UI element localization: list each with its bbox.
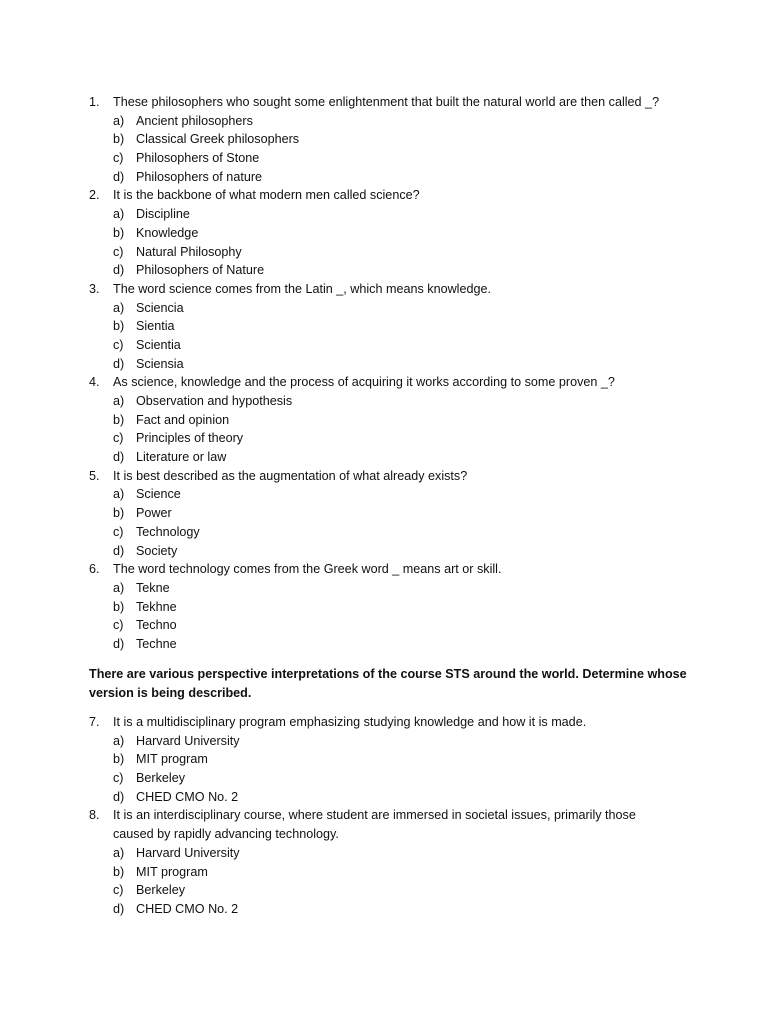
question-number: 8. [89,808,100,823]
question-list-section-one [0,93,768,654]
option-item [0,542,768,561]
option-letter: b) [113,864,125,879]
option-item [0,168,768,187]
option-text: MIT program [136,864,208,879]
question-line [0,806,768,825]
question-line [0,467,768,486]
option-letter: b) [113,132,125,147]
option-item [0,317,768,336]
option-text: Knowledge [136,225,199,240]
option-item [0,863,768,882]
option-text: Literature or law [136,450,227,465]
option-text: Society [136,543,178,558]
option-item [0,504,768,523]
option-text: Philosophers of Stone [136,151,260,166]
option-letter: d) [113,263,125,278]
option-item [0,523,768,542]
option-item [0,112,768,131]
question-text: It is an interdisciplinary course, where student are immersed in societal issues, primarily those [113,808,636,823]
option-text: Discipline [136,207,190,222]
instruction-line: version is being described. [89,685,252,700]
option-letter: a) [113,733,125,748]
question-text-continued: caused by rapidly advancing technology. [113,827,339,842]
option-item [0,881,768,900]
option-item [0,299,768,318]
question-number: 2. [89,188,100,203]
option-item [0,149,768,168]
option-item [0,788,768,807]
option-item [0,429,768,448]
question-number: 1. [89,95,100,109]
question-text: The word science comes from the Latin _, which means knowledge. [113,281,491,296]
option-item [0,844,768,863]
option-text: Harvard University [136,845,240,860]
question-line [0,560,768,579]
option-text: Power [136,506,172,521]
option-item [0,769,768,788]
question-text: It is a multidisciplinary program emphasizing studying knowledge and how it is made. [113,715,587,729]
option-item [0,261,768,280]
option-item [0,732,768,751]
option-letter: b) [113,319,125,334]
option-text: Sientia [136,319,175,334]
option-item [0,616,768,635]
option-letter: a) [113,300,125,315]
question-number: 6. [89,562,100,577]
option-letter: a) [113,845,125,860]
option-letter: a) [113,394,125,408]
option-letter: c) [113,618,124,633]
option-letter: c) [113,431,124,446]
option-text: Techne [136,636,177,651]
option-text: CHED CMO No. 2 [136,789,239,804]
option-letter: a) [113,487,125,502]
option-letter: d) [113,169,125,184]
option-text: Berkeley [136,883,185,898]
option-text: Sciensia [136,356,184,371]
question-item [0,713,768,806]
option-text: Berkeley [136,771,185,786]
question-number: 3. [89,281,100,296]
option-item [0,205,768,224]
option-letter: d) [113,356,125,371]
option-item [0,485,768,504]
question-number: 5. [89,468,100,483]
option-letter: b) [113,506,125,521]
option-text: Tekhne [136,599,177,614]
option-text: MIT program [136,752,208,767]
option-item [0,900,768,919]
question-list-section-two [0,713,768,919]
question-text: It is best described as the augmentation of what already exists? [113,468,468,483]
option-item [0,355,768,374]
option-item [0,635,768,654]
option-text: Harvard University [136,733,240,748]
option-item [0,750,768,769]
option-letter: c) [113,524,124,539]
question-text: As science, knowledge and the process of acquiring it works according to some proven _? [113,375,615,390]
option-letter: b) [113,225,125,240]
question-text: These philosophers who sought some enlightenment that built the natural world are then called _? [113,95,660,109]
option-item [0,448,768,467]
option-letter: b) [113,752,125,767]
option-letter: b) [113,412,125,427]
question-item [0,186,768,279]
option-letter: d) [113,901,125,916]
option-item [0,243,768,262]
option-text: CHED CMO No. 2 [136,901,239,916]
question-item [0,806,768,918]
question-item [0,373,768,466]
option-text: Tekne [136,580,170,595]
option-letter: d) [113,636,125,651]
option-item [0,130,768,149]
option-letter: b) [113,599,125,614]
option-text: Philosophers of nature [136,169,263,184]
option-letter: c) [113,883,124,898]
option-text: Natural Philosophy [136,244,242,259]
option-letter: d) [113,450,125,465]
option-text: Principles of theory [136,431,244,446]
option-text: Science [136,487,181,502]
option-item [0,579,768,598]
option-letter: c) [113,244,124,259]
option-text: Scientia [136,337,181,352]
option-text: Observation and hypothesis [136,394,293,408]
option-text: Sciencia [136,300,184,315]
option-letter: a) [113,207,125,222]
option-text: Philosophers of Nature [136,263,265,278]
question-line [0,280,768,299]
option-item [0,336,768,355]
question-text: The word technology comes from the Greek word _ means art or skill. [113,562,502,577]
instruction-line: There are various perspective interpretations of the course STS around the world. Determine whose [89,667,687,681]
option-letter: c) [113,771,124,786]
question-line [0,93,768,112]
question-text: It is the backbone of what modern men called science? [113,188,420,203]
option-item [0,224,768,243]
option-text: Ancient philosophers [136,113,253,128]
question-item [0,467,768,560]
option-letter: c) [113,151,124,166]
option-text: Technology [136,524,200,539]
option-text: Fact and opinion [136,412,230,427]
option-text: Techno [136,618,177,633]
question-line [0,373,768,392]
option-letter: d) [113,789,125,804]
question-number: 7. [89,715,100,729]
option-letter: c) [113,337,124,352]
option-text: Classical Greek philosophers [136,132,300,147]
question-line [0,186,768,205]
section-instruction [89,665,689,702]
question-item [0,280,768,373]
option-item [0,598,768,617]
question-item [0,560,768,653]
question-item [0,93,768,186]
option-letter: a) [113,580,125,595]
question-number: 4. [89,375,100,390]
option-letter: d) [113,543,125,558]
option-item [0,392,768,411]
option-item [0,411,768,430]
question-line [0,713,768,732]
option-letter: a) [113,113,125,128]
question-line [0,825,768,844]
